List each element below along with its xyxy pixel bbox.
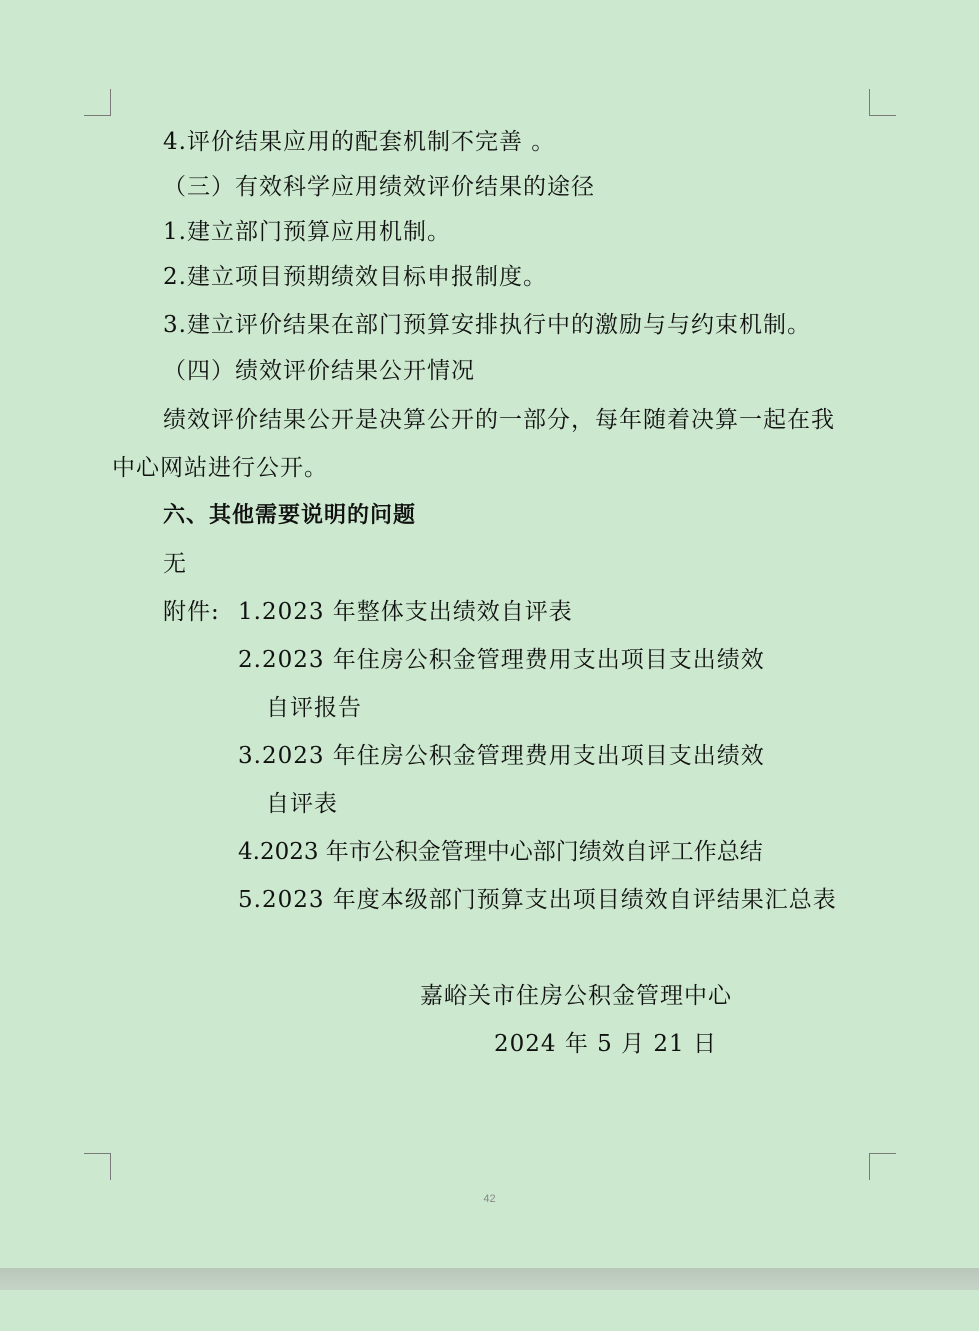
page-number: 42 — [483, 1193, 496, 1205]
section-heading: 六、其他需要说明的问题 — [163, 503, 417, 528]
crop-mark-bottom-left — [84, 1153, 111, 1180]
attachment-item: 1.2023 年整体支出绩效自评表 — [238, 599, 573, 625]
paragraph-line: 4.评价结果应用的配套机制不完善 。 — [163, 129, 556, 155]
signature-org: 嘉峪关市住房公积金管理中心 — [420, 983, 732, 1009]
paragraph-line: 绩效评价结果公开是决算公开的一部分，每年随着决算一起在我 — [163, 407, 835, 433]
paragraph-line: 1.建立部门预算应用机制。 — [163, 219, 451, 245]
attachment-item: 3.2023 年住房公积金管理费用支出项目支出绩效 — [238, 743, 765, 769]
signature-date: 2024 年 5 月 21 日 — [494, 1031, 717, 1057]
attachment-item-continuation: 自评表 — [266, 791, 338, 817]
crop-mark-bottom-right — [869, 1153, 896, 1180]
page-separator — [0, 1268, 979, 1290]
subsection-heading: （三）有效科学应用绩效评价结果的途径 — [163, 174, 595, 200]
attachment-item: 5.2023 年度本级部门预算支出项目绩效自评结果汇总表 — [238, 887, 837, 913]
section-body: 无 — [163, 551, 187, 577]
next-page-area — [0, 1290, 979, 1331]
paragraph-line: 中心网站进行公开。 — [112, 455, 328, 481]
attachments-label: 附件: — [163, 599, 220, 625]
crop-mark-top-right — [869, 89, 896, 116]
subsection-heading: （四）绩效评价结果公开情况 — [163, 358, 475, 384]
paragraph-line: 2.建立项目预期绩效目标申报制度。 — [163, 264, 547, 290]
attachment-item: 2.2023 年住房公积金管理费用支出项目支出绩效 — [238, 647, 765, 673]
crop-mark-top-left — [84, 89, 111, 116]
paragraph-line: 3.建立评价结果在部门预算安排执行中的激励与与约束机制。 — [163, 312, 811, 338]
attachment-item: 4.2023 年市公积金管理中心部门绩效自评工作总结 — [238, 839, 763, 865]
attachment-item-continuation: 自评报告 — [266, 695, 362, 721]
